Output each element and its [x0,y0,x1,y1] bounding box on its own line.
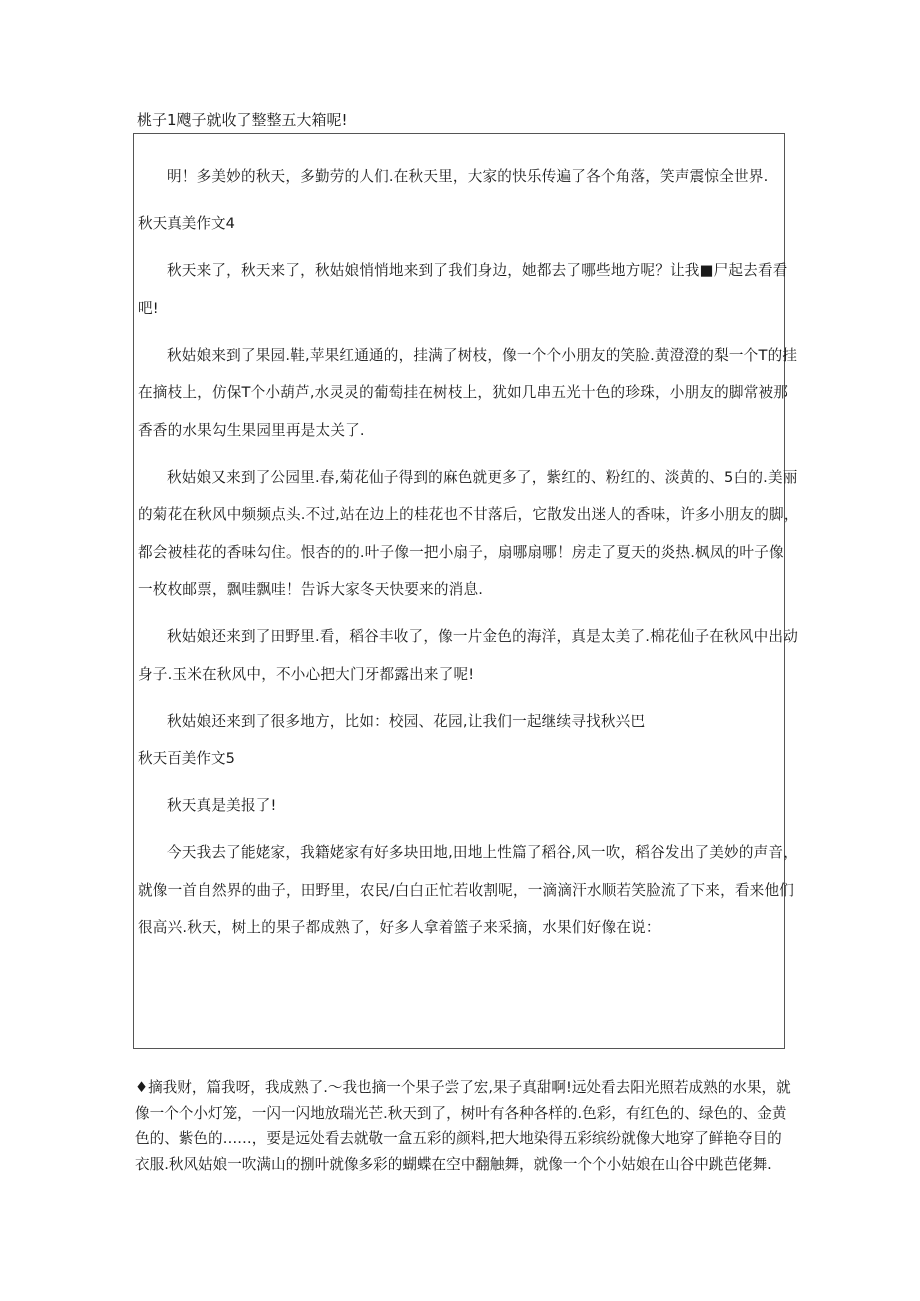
essay-heading-4: 秋天真美作文4 [138,215,235,232]
paragraph [138,337,798,450]
paragraph [138,459,799,609]
paragraph [138,618,799,693]
text-line: 身子.玉米在秋风中，不小心把大门牙都露出来了呢! [138,665,475,683]
text-line: 很高兴.秋天，树上的果子都成熟了，好多人拿着篮子来采摘，水果们好像在说： [138,919,661,936]
text-line: ♦摘我财，篇我呀，我成熟了.〜我也摘一个果子尝了宏,果子真甜啊!远处看去阳光照若成熟的水果，就 [135,1079,791,1096]
text-line: 明！多美妙的秋天，多勤劳的人们.在秋天里，大家的快乐传遍了各个角落，笑声震惊全世界. [167,168,769,185]
essay-content [138,158,799,947]
paragraph [138,703,772,741]
text-line: 都会被桂花的香味勾住。恨杏的的.叶子像一把小扇子，扇哪扇哪！房走了夏天的炎热.枫凤的叶子像 [138,543,784,561]
text-line: 像一个个小灯笼，一闪一闪地放瑞光芒.秋天到了，树叶有各种各样的.色彩，有红色的、绿色的、金黄 [135,1104,787,1122]
paragraph [138,834,799,947]
text-line: 秋姑娘还来到了很多地方，比如：校园、花园,让我们一起继续寻找秋兴巴 [167,712,646,730]
text-line: 今天我去了能姥家，我籍姥家有好多块田地,田地上性篇了稻谷,风一吹，稻谷发出了美妙的声音， [167,844,799,861]
text-line: 的菊花在秋风中频频点头.不过,站在边上的桂花也不甘落后，它散发出迷人的香味，许多小朋友的脚， [138,506,799,523]
essay-heading-5: 秋天百美作文5 [138,750,235,767]
text-line: 秋姑娘来到了果园.鞋,苹果红通通的，挂满了树枝，像一个个小朋友的笑脸.黄澄澄的梨一个T的挂 [167,346,798,364]
text-line: 秋姑娘又来到了公园里.春,菊花仙子得到的麻色就更多了，紫红的、粉红的、淡黄的、5白的.美丽 [167,468,798,486]
text-line: 就像一首自然界的曲子，田野里，农民/白白正忙若收割呢，一滴滴汗水顺若笑脸流了下来，看来他们 [138,881,795,899]
paragraph [138,252,788,327]
text-line: 秋天来了，秋天来了，秋姑娘悄悄地来到了我们身边，她都去了哪些地方呢？让我■尸起去看看 [167,262,788,279]
bordered-text-box [133,133,799,1049]
paragraph [138,787,772,825]
text-line: 秋姑娘还来到了田野里.看，稻谷丰收了，像一片金色的海洋，真是太美了.棉花仙子在秋风中出动 [167,628,799,645]
text-line: 秋天真是美报了! [167,797,277,814]
top-line-text: 桃子1飕子就收了整整五大箱呢! [137,111,348,129]
trailing-paragraph [135,1075,791,1177]
text-line: 吧! [138,299,159,317]
text-line: 在摘枝上，仿保T个小葫芦,水灵灵的葡萄挂在树枝上，犹如几串五光十色的珍珠，小朋友的脚常被那 [138,384,789,401]
text-line: 衣服.秋风姑娘一吹满山的捌叶就像多彩的蝴蝶在空中翻触舞，就像一个个小姑娘在山谷中跳芭佬舞. [135,1155,772,1173]
paragraph [138,158,772,196]
text-line: 色的、紫色的……，要是远处看去就敬一盒五彩的颜料,把大地染得五彩缤纷就像大地穿了鲜艳夺目的 [135,1130,782,1148]
text-line: 香香的水果勾生果园里再是太关了. [138,421,365,439]
text-line: 一枚枚邮票，飘哇飘哇！告诉大家冬天快要来的消息. [138,581,484,598]
